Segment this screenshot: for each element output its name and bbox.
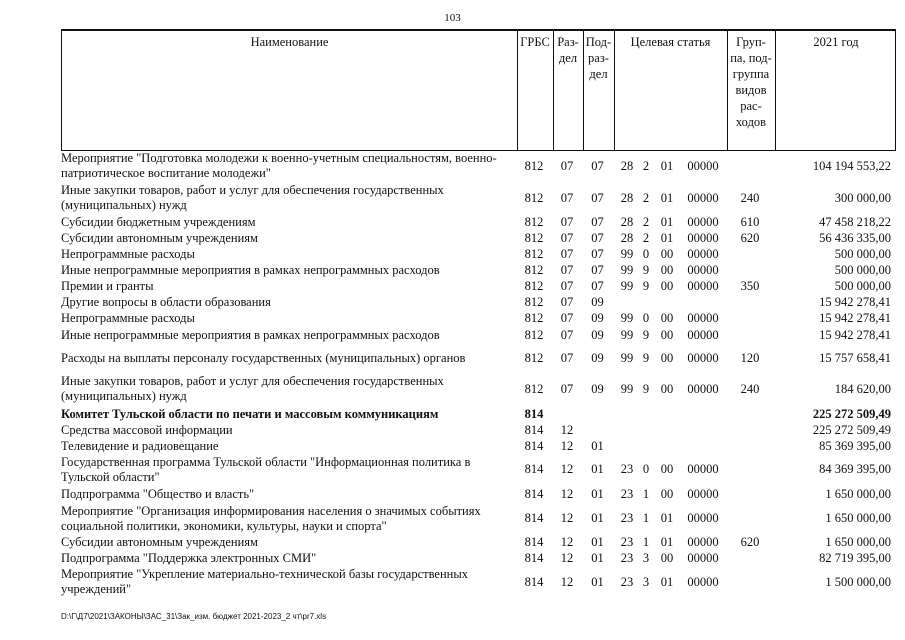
cell-t3 [655, 406, 679, 422]
cell-rz: 07 [560, 350, 574, 365]
cell-pr: 07 [591, 262, 604, 277]
cell-t3: 00 [660, 350, 674, 365]
cell-vr [726, 566, 774, 598]
row-name: Другие вопросы в области образования [61, 294, 271, 309]
cell-t3: 01 [660, 190, 674, 205]
cell-sum: 15 942 278,41 [819, 327, 891, 342]
cell-pr: 09 [591, 294, 604, 309]
cell-t2 [639, 438, 653, 454]
cell-sum: 15 757 658,41 [819, 350, 891, 365]
cell-t2: 9 [642, 262, 650, 277]
cell-t2: 3 [642, 574, 650, 589]
cell-vr [726, 454, 774, 485]
cell-rz: 07 [560, 230, 574, 245]
cell-t1 [617, 406, 637, 422]
table-row [61, 214, 896, 230]
cell-t1 [617, 438, 637, 454]
cell-grbs: 812 [524, 294, 544, 309]
cell-t4: 00000 [687, 246, 719, 261]
cell-rz: 07 [560, 262, 574, 277]
cell-t4: 00000 [687, 381, 719, 396]
cell-t3: 01 [660, 511, 674, 525]
cell-sum: 1 500 000,00 [825, 574, 891, 589]
cell-t1: 28 [620, 230, 634, 245]
cell-t3: 01 [660, 158, 674, 173]
cell-t2: 9 [642, 381, 650, 396]
cell-vr [726, 485, 774, 503]
cell-t1: 23 [620, 511, 634, 525]
cell-t4: 00000 [687, 190, 719, 205]
cell-sum: 82 719 395,00 [819, 550, 891, 565]
cell-pr: 09 [591, 381, 604, 396]
row-name: Телевидение и радиовещание [61, 438, 219, 453]
header-year: 2021 год [813, 35, 859, 49]
cell-t3: 00 [660, 462, 674, 476]
cell-t4: 00000 [687, 462, 719, 476]
cell-t2: 2 [642, 190, 650, 205]
table-row [61, 566, 896, 598]
cell-vr [726, 310, 774, 326]
cell-t1 [617, 422, 637, 438]
row-name: Подпрограмма "Поддержка электронных СМИ" [61, 550, 317, 565]
cell-sum: 225 272 509,49 [812, 422, 891, 437]
cell-vr: 610 [740, 214, 760, 229]
cell-vr: 350 [740, 278, 760, 293]
cell-vr [726, 150, 774, 182]
cell-pr: 07 [591, 214, 604, 229]
table-row [61, 485, 896, 503]
table-row [61, 438, 896, 454]
cell-t2: 2 [642, 158, 650, 173]
cell-grbs: 812 [524, 158, 544, 173]
cell-pr: 07 [591, 230, 604, 245]
row-name: Средства массовой информации [61, 422, 233, 437]
page-number: 103 [444, 12, 461, 24]
cell-sum: 47 458 218,22 [819, 214, 891, 229]
cell-t1: 99 [620, 278, 634, 293]
cell-vr: 240 [740, 190, 760, 205]
cell-t4: 00000 [687, 230, 719, 245]
cell-t2: 3 [642, 550, 650, 565]
cell-sum: 300 000,00 [834, 190, 891, 205]
cell-sum: 500 000,00 [834, 278, 891, 293]
cell-sum: 184 620,00 [834, 381, 891, 396]
cell-grbs: 814 [524, 550, 544, 565]
header-group: Груп- па, под- группа видов рас- ходов [730, 35, 772, 129]
cell-rz: 07 [560, 294, 574, 309]
cell-sum: 1 650 000,00 [825, 486, 891, 501]
table-row [61, 262, 896, 278]
table-header [61, 29, 896, 151]
cell-sum: 104 194 553,22 [812, 158, 891, 173]
cell-grbs: 812 [524, 246, 544, 261]
cell-pr: 07 [591, 246, 604, 261]
row-name: Непрограммные расходы [61, 246, 195, 261]
cell-grbs: 812 [524, 214, 544, 229]
cell-vr [726, 422, 774, 438]
cell-rz: 07 [560, 381, 574, 396]
cell-sum: 1 650 000,00 [825, 511, 891, 525]
cell-t3: 00 [660, 550, 674, 565]
cell-t2 [639, 422, 653, 438]
cell-t4: 00000 [687, 550, 719, 565]
cell-vr [726, 262, 774, 278]
cell-rz: 12 [560, 422, 574, 437]
cell-t2: 0 [642, 246, 650, 261]
cell-pr [582, 422, 613, 438]
cell-t2: 9 [642, 278, 650, 293]
cell-vr [726, 503, 774, 534]
cell-grbs: 814 [524, 462, 544, 476]
cell-rz: 12 [560, 462, 574, 476]
row-name: Мероприятие "Подготовка молодежи к военно-учетным специальностям, военно-патриотическое воспитание молодежи" [61, 151, 497, 180]
cell-pr: 09 [591, 327, 604, 342]
row-name: Субсидии автономным учреждениям [61, 230, 258, 245]
cell-t4 [681, 438, 725, 454]
cell-t4: 00000 [687, 350, 719, 365]
row-name: Иные непрограммные мероприятия в рамках непрограммных расходов [61, 327, 440, 342]
cell-t1 [617, 294, 637, 310]
cell-grbs: 812 [524, 190, 544, 205]
cell-pr: 07 [591, 278, 604, 293]
cell-pr: 01 [591, 486, 604, 501]
file-path-footer: D:\Г\Д7\2021\ЗАКОНЫ\ЗАС_31\Зак_изм. бюджет 2021-2023_2 чт\pr7.xls [61, 612, 327, 621]
cell-t1: 99 [620, 381, 634, 396]
cell-grbs: 812 [524, 278, 544, 293]
cell-rz: 07 [560, 310, 574, 325]
cell-t4: 00000 [687, 486, 719, 501]
cell-t4: 00000 [687, 278, 719, 293]
cell-t1: 99 [620, 246, 634, 261]
cell-t2: 9 [642, 350, 650, 365]
cell-t2 [639, 294, 653, 310]
cell-t1: 99 [620, 262, 634, 277]
cell-t1: 28 [620, 190, 634, 205]
cell-t4: 00000 [687, 327, 719, 342]
row-name: Мероприятие "Организация информирования населения о значимых событиях социальной политики, экономики, культуры, науки и спорта" [61, 503, 481, 533]
table-row [61, 406, 896, 422]
row-name: Субсидии автономным учреждениям [61, 534, 258, 549]
cell-grbs: 812 [524, 262, 544, 277]
cell-pr: 01 [591, 550, 604, 565]
table-row [61, 294, 896, 310]
cell-t3 [655, 438, 679, 454]
row-name: Иные закупки товаров, работ и услуг для обеспечения государственных (муниципальных) нужд [61, 374, 444, 403]
row-name: Иные непрограммные мероприятия в рамках непрограммных расходов [61, 262, 440, 277]
table-row [61, 150, 896, 182]
table-row [61, 503, 896, 534]
header-razdel: Раз- дел [557, 35, 579, 65]
cell-vr [726, 406, 774, 422]
cell-t2: 2 [642, 230, 650, 245]
cell-t1: 99 [620, 310, 634, 325]
table-row [61, 534, 896, 550]
cell-sum: 84 369 395,00 [819, 462, 891, 476]
cell-vr [726, 438, 774, 454]
cell-grbs: 814 [524, 511, 544, 525]
table-row [61, 344, 896, 372]
table-row [61, 278, 896, 294]
cell-grbs: 814 [524, 406, 544, 421]
row-name: Премии и гранты [61, 278, 154, 293]
cell-rz [552, 406, 582, 422]
cell-grbs: 812 [524, 381, 544, 396]
cell-rz: 07 [560, 214, 574, 229]
cell-sum: 15 942 278,41 [819, 310, 891, 325]
cell-grbs: 812 [524, 230, 544, 245]
cell-sum: 225 272 509,49 [812, 406, 891, 421]
cell-t3: 00 [660, 278, 674, 293]
cell-pr: 09 [591, 350, 604, 365]
cell-t3: 01 [660, 214, 674, 229]
cell-rz: 07 [560, 327, 574, 342]
cell-t3: 00 [660, 262, 674, 277]
cell-rz: 07 [560, 246, 574, 261]
cell-t4 [681, 422, 725, 438]
cell-grbs: 814 [524, 438, 544, 453]
cell-t4: 00000 [687, 310, 719, 325]
table-row [61, 246, 896, 262]
cell-t2: 2 [642, 214, 650, 229]
cell-rz: 12 [560, 574, 574, 589]
cell-t3: 01 [660, 230, 674, 245]
cell-vr: 620 [740, 534, 760, 549]
cell-pr: 01 [591, 511, 604, 525]
cell-t3: 00 [660, 327, 674, 342]
cell-t1: 23 [620, 574, 634, 589]
cell-grbs: 814 [524, 574, 544, 589]
row-name: Расходы на выплаты персоналу государственных (муниципальных) органов [61, 350, 466, 365]
header-name: Наименование [250, 35, 329, 49]
cell-rz: 07 [560, 278, 574, 293]
cell-t2: 1 [642, 511, 650, 525]
cell-rz: 12 [560, 486, 574, 501]
row-name: Государственная программа Тульской области "Информационная политика в Тульской области" [61, 454, 471, 484]
row-name: Иные закупки товаров, работ и услуг для обеспечения государственных (муниципальных) нужд [61, 183, 444, 212]
cell-rz: 12 [560, 534, 574, 549]
cell-grbs: 814 [524, 534, 544, 549]
cell-t3: 01 [660, 574, 674, 589]
cell-pr: 07 [591, 190, 604, 205]
cell-t2: 1 [642, 534, 650, 549]
cell-t1: 23 [620, 486, 634, 501]
row-name: Комитет Тульской области по печати и массовым коммуникациям [61, 406, 439, 421]
cell-t3: 00 [660, 310, 674, 325]
cell-t4: 00000 [687, 262, 719, 277]
cell-sum: 500 000,00 [834, 262, 891, 277]
table-row [61, 182, 896, 214]
cell-t3: 00 [660, 486, 674, 501]
cell-t4 [681, 294, 725, 310]
cell-pr: 01 [591, 534, 604, 549]
cell-grbs: 812 [524, 350, 544, 365]
table-row [61, 326, 896, 344]
cell-sum: 56 436 335,00 [819, 230, 891, 245]
cell-t1: 23 [620, 550, 634, 565]
cell-sum: 500 000,00 [834, 246, 891, 261]
row-name: Субсидии бюджетным учреждениям [61, 214, 256, 229]
cell-sum: 1 650 000,00 [825, 534, 891, 549]
cell-vr [726, 550, 774, 566]
cell-sum: 85 369 395,00 [819, 438, 891, 453]
cell-grbs: 812 [524, 327, 544, 342]
cell-grbs: 814 [524, 486, 544, 501]
cell-t2: 0 [642, 462, 650, 476]
table-row [61, 550, 896, 566]
row-name: Непрограммные расходы [61, 310, 195, 325]
cell-t3: 00 [660, 246, 674, 261]
table-row [61, 372, 896, 406]
cell-t4: 00000 [687, 214, 719, 229]
cell-rz: 12 [560, 511, 574, 525]
cell-t4: 00000 [687, 574, 719, 589]
cell-vr [726, 326, 774, 344]
cell-t3: 01 [660, 534, 674, 549]
cell-t4 [681, 406, 725, 422]
cell-vr [726, 294, 774, 310]
cell-rz: 07 [560, 190, 574, 205]
table-row [61, 422, 896, 438]
cell-pr: 07 [591, 158, 604, 173]
cell-t3: 00 [660, 381, 674, 396]
cell-t2: 9 [642, 327, 650, 342]
cell-t3 [655, 294, 679, 310]
header-target: Целевая статья [630, 35, 711, 49]
cell-pr [582, 406, 613, 422]
cell-vr: 620 [740, 230, 760, 245]
cell-rz: 12 [560, 550, 574, 565]
row-name: Подпрограмма "Общество и власть" [61, 486, 255, 501]
header-grbs: ГРБС [520, 35, 550, 49]
table-row [61, 230, 896, 246]
cell-vr: 120 [740, 350, 760, 365]
cell-grbs: 812 [524, 310, 544, 325]
cell-t3 [655, 422, 679, 438]
cell-sum: 15 942 278,41 [819, 294, 891, 309]
cell-grbs: 814 [524, 422, 544, 437]
cell-t1: 28 [620, 214, 634, 229]
cell-t4: 00000 [687, 511, 719, 525]
cell-pr: 01 [591, 462, 604, 476]
cell-t4: 00000 [687, 534, 719, 549]
table-body [61, 150, 896, 598]
cell-pr: 01 [591, 574, 604, 589]
cell-pr: 09 [591, 310, 604, 325]
table-row [61, 454, 896, 485]
cell-rz: 12 [560, 438, 574, 453]
table-row [61, 310, 896, 326]
cell-t2: 0 [642, 310, 650, 325]
cell-t2 [639, 406, 653, 422]
header-podrazdel: Под- раз- дел [585, 35, 612, 81]
cell-t1: 99 [620, 350, 634, 365]
cell-vr [726, 246, 774, 262]
cell-t1: 23 [620, 534, 634, 549]
cell-t1: 23 [620, 462, 634, 476]
cell-vr: 240 [740, 381, 760, 396]
cell-t4: 00000 [687, 158, 719, 173]
row-name: Мероприятие "Укрепление материально-технической базы государственных учреждений" [61, 567, 468, 596]
cell-rz: 07 [560, 158, 574, 173]
cell-t2: 1 [642, 486, 650, 501]
cell-pr: 01 [591, 438, 604, 453]
cell-t1: 99 [620, 327, 634, 342]
cell-t1: 28 [620, 158, 634, 173]
